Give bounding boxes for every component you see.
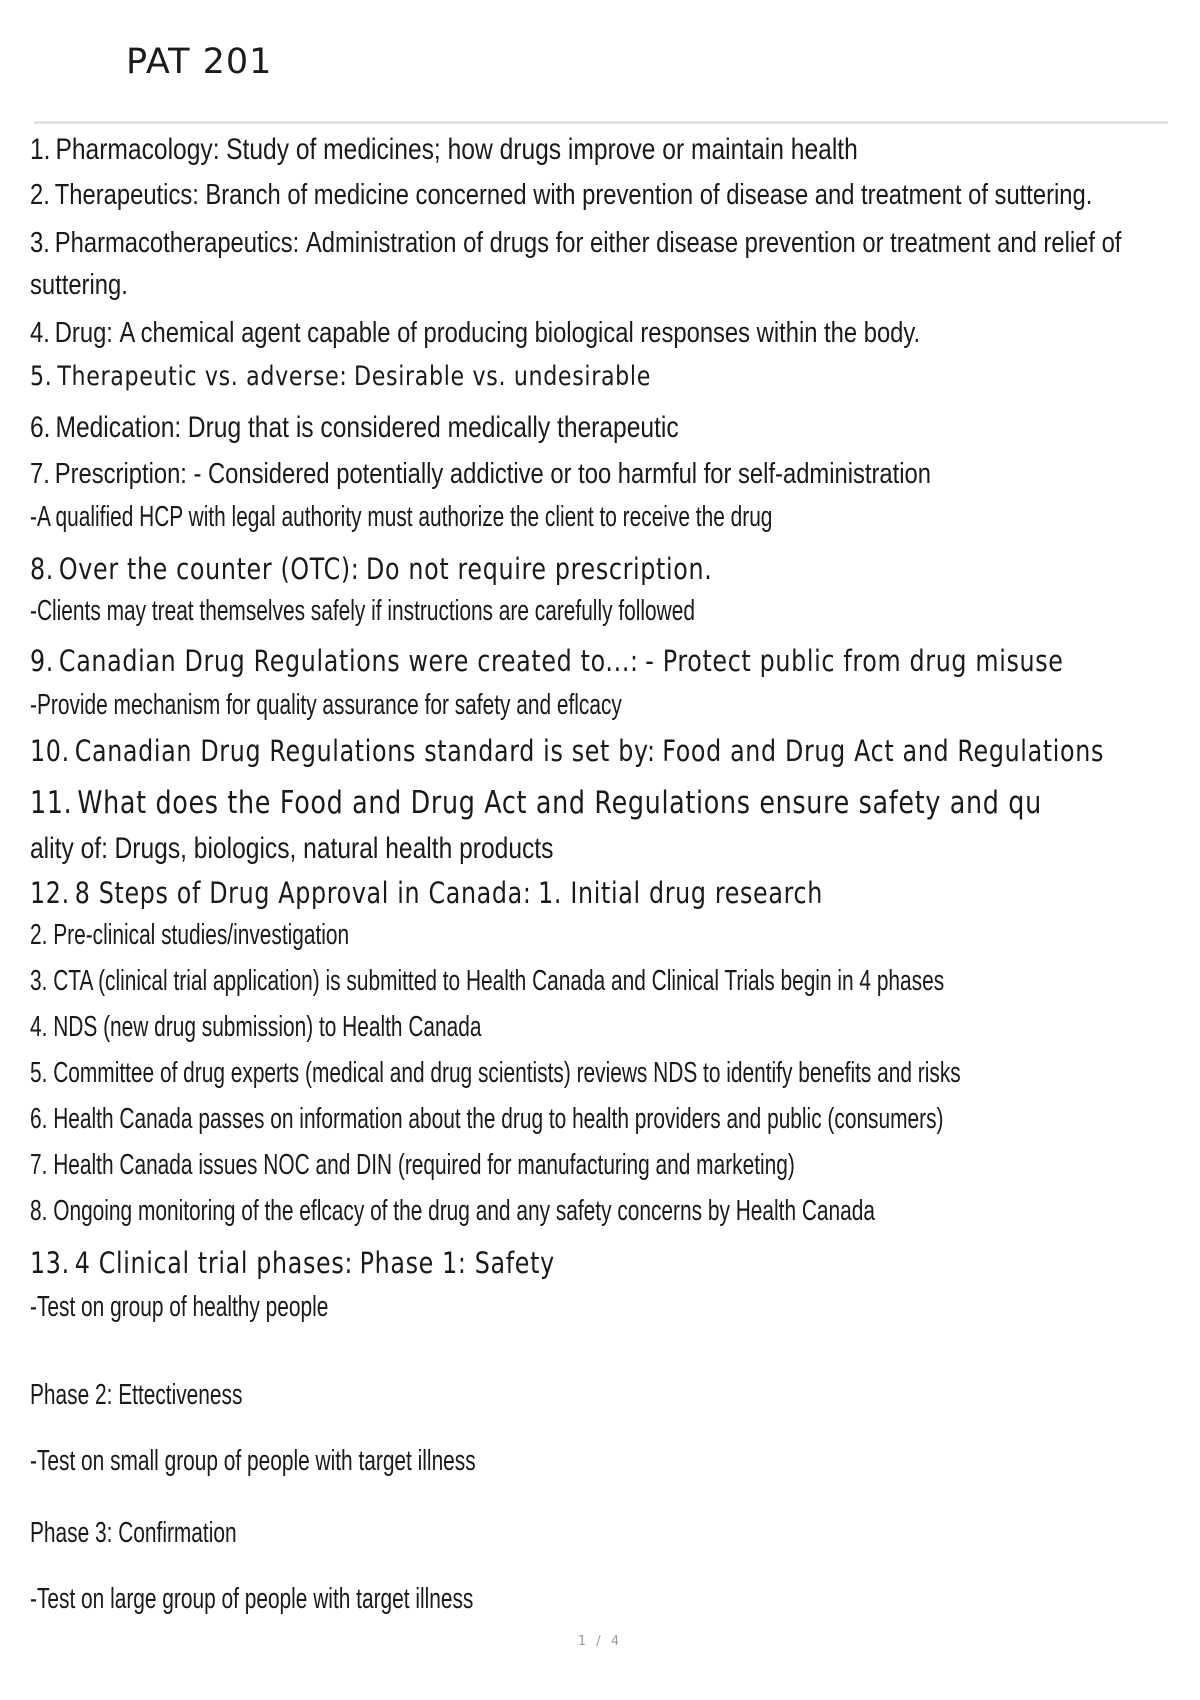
item-term: Canadian Drug Regulations standard is set by: [74, 734, 656, 768]
item-9-subpoint: -Provide mechanism for quality assurance for safety and eflcacy [30, 689, 622, 721]
item-7 [30, 459, 931, 491]
item-4 [30, 318, 920, 350]
item-term: Medication: [55, 411, 182, 444]
item-definition: - Protect public from drug misuse [645, 644, 1064, 678]
item-12 [30, 878, 823, 910]
item-term: Pharmacology: [55, 133, 220, 166]
approval-step: 8. Ongoing monitoring of the eflcacy of the drug and any safety concerns by Health Canada [30, 1195, 875, 1227]
item-number: 11. [30, 785, 73, 821]
trial-phase-line: -Test on small group of people with target illness [30, 1445, 476, 1477]
item-definition: Food and Drug Act and Regulations [662, 734, 1105, 768]
item-term: Pharmacotherapeutics: [54, 227, 300, 259]
item-definition: Drugs, biologics, natural health products [114, 832, 554, 865]
item-definition: Phase 1: Safety [359, 1246, 555, 1280]
trial-phase-line: -Test on large group of people with target illness [30, 1583, 474, 1615]
item-definition: 1. Initial drug research [538, 876, 823, 910]
item-9 [30, 646, 1064, 678]
trial-phase-line: -Test on group of healthy people [30, 1291, 329, 1323]
item-definition: Branch of medicine concerned with prevention of disease and treatment of suttering. [205, 179, 1093, 211]
item-2 [30, 180, 1092, 212]
item-13 [30, 1248, 555, 1280]
item-number: 2. [30, 179, 50, 211]
item-3 [30, 228, 1121, 260]
item-number: 12. [30, 876, 70, 910]
item-8-subpoint: -Clients may treat themselves safely if instructions are carefully followed [30, 595, 695, 627]
approval-step: 6. Health Canada passes on information about the drug to health providers and public (consumers) [30, 1103, 944, 1135]
item-number: 5. [30, 361, 53, 392]
item-1 [30, 133, 858, 166]
trial-phase-line: Phase 3: Confirmation [30, 1517, 237, 1549]
item-number: 10. [30, 734, 70, 768]
page-number: 1 / 4 [577, 1634, 623, 1649]
item-definition: - Considered potentially addictive or too harmful for self-administration [193, 458, 932, 490]
item-11 [30, 786, 1042, 820]
approval-step: 4. NDS (new drug submission) to Health Canada [30, 1011, 482, 1043]
item-term: 8 Steps of Drug Approval in Canada: [74, 876, 532, 910]
item-term: 4 Clinical trial phases: [74, 1246, 354, 1280]
item-number: 7. [30, 458, 50, 490]
item-term: Drug: [54, 317, 113, 349]
item-number: 8. [30, 552, 55, 586]
item-definition: Study of medicines; how drugs improve or maintain health [226, 133, 858, 166]
item-number: 13. [30, 1246, 70, 1280]
header-divider [34, 121, 1168, 124]
item-number: 9. [30, 644, 55, 678]
item-term: What does the Food and Drug Act and Regulations ensure safety and qu [77, 785, 1042, 821]
item-term: Canadian Drug Regulations were created to...: [58, 644, 639, 678]
item-3-continuation: suttering. [30, 269, 128, 301]
item-term: Therapeutic vs. adverse: [57, 361, 348, 392]
item-definition: Drug that is considered medically therapeutic [187, 411, 679, 444]
approval-step: 2. Pre-clinical studies/investigation [30, 919, 350, 951]
item-5 [30, 362, 651, 392]
item-definition: Do not require prescription. [366, 552, 713, 586]
item-number: 1. [30, 133, 51, 166]
item-8 [30, 554, 712, 586]
item-number: 4. [30, 317, 50, 349]
item-number: 3. [30, 227, 50, 259]
item-definition: Administration of drugs for either disease prevention or treatment and relief of [305, 227, 1122, 259]
item-6 [30, 411, 679, 444]
item-10 [30, 736, 1104, 768]
trial-phase-line: Phase 2: Ettectiveness [30, 1379, 243, 1411]
item-7-subpoint: -A qualified HCP with legal authority must authorize the client to receive the drug [30, 501, 773, 533]
approval-step: 5. Committee of drug experts (medical and drug scientists) reviews NDS to identify benefits and risks [30, 1057, 961, 1089]
approval-step: 3. CTA (clinical trial application) is submitted to Health Canada and Clinical Trials begin in 4 phases [30, 965, 945, 997]
item-term: Prescription: [54, 458, 187, 490]
item-definition: A chemical agent capable of producing biological responses within the body. [119, 317, 921, 349]
item-term: Over the counter (OTC): [58, 552, 360, 586]
item-term: Therapeutics: [54, 179, 199, 211]
item-11-continuation [30, 832, 553, 865]
item-term-continuation: ality of: [30, 832, 108, 865]
page-header-title: PAT 201 [126, 42, 273, 82]
item-number: 6. [30, 411, 51, 444]
item-definition: Desirable vs. undesirable [354, 361, 651, 392]
approval-step: 7. Health Canada issues NOC and DIN (required for manufacturing and marketing) [30, 1149, 795, 1181]
